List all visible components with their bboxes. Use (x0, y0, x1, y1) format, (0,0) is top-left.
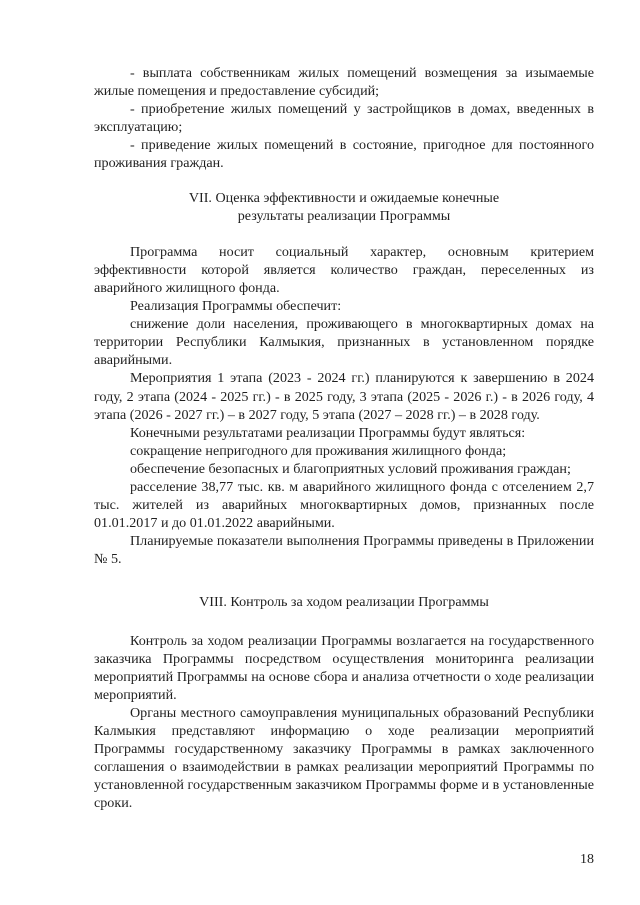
paragraph: Реализация Программы обеспечит: (130, 298, 342, 315)
section-8-heading: VIII. Контроль за ходом реализации Программы (199, 594, 489, 611)
paragraph: Мероприятия 1 этапа (2023 - 2024 гг.) планируются к завершению в 2024 году, 2 этапа (2024 - 2025 гг.) - в 2025 году, 3 этапа (2025 - 2026 г.) - в 2026 году, 4 этапа (2026 - 2027 гг.) – в 2027 году, 5 этапа (2027 – 2028 гг.) – в 2028 году. (94, 370, 594, 423)
paragraph: снижение доли населения, проживающего в многоквартирных домах на территории Республики Калмыкия, признанных в установленном порядке аварийными. (94, 316, 594, 369)
paragraph: обеспечение безопасных и благоприятных условий проживания граждан; (130, 460, 571, 477)
paragraph: - приведение жилых помещений в состояние, пригодное для постоянного проживания граждан. (94, 137, 594, 172)
paragraph: Контроль за ходом реализации Программы возлагается на государственного заказчика Программы посредством осуществления мониторинга реализации мероприятий Программы на основе сбора и анализа отчетности о ходе реализации мероприятий. (94, 632, 594, 703)
paragraph: Конечными результатами реализации Программы будут являться: (130, 424, 526, 441)
spacer (94, 612, 594, 632)
paragraph: сокращение непригодного для проживания жилищного фонда; (130, 442, 507, 459)
spacer (94, 225, 594, 243)
paragraph: Программа носит социальный характер, основным критерием эффективности которой является количество граждан, переселенных из аварийного жилищного фонда. (94, 243, 594, 296)
section-7-title-line-1: VII. Оценка эффективности и ожидаемые конечные (188, 189, 500, 206)
section-7-title-line-2: результаты реализации Программы (237, 207, 451, 224)
paragraph: - приобретение жилых помещений у застройщиков в домах, введенных в эксплуатацию; (94, 101, 594, 136)
document-page (94, 64, 594, 812)
section-7-heading (94, 189, 594, 225)
paragraph: - выплата собственникам жилых помещений возмещения за изымаемые жилые помещения и предоставление субсидий; (94, 65, 594, 100)
paragraph: расселение 38,77 тыс. кв. м аварийного жилищного фонда с отселением 2,7 тыс. жителей из аварийных многоквартирных домов, признанных после 01.01.2017 и до 01.01.2022 аварийными. (94, 478, 594, 532)
page-number: 18 (580, 852, 594, 867)
paragraph: Органы местного самоуправления муниципальных образований Республики Калмыкия представляют информацию о ходе реализации мероприятий Программы государственному заказчику Программы в рамках заключенного соглашения о взаимодействии в рамках реализации мероприятий Программы по установленной государственным заказчиком Программы форме и в установленные сроки. (94, 704, 594, 812)
paragraph: Планируемые показатели выполнения Программы приведены в Приложении № 5. (94, 533, 594, 568)
